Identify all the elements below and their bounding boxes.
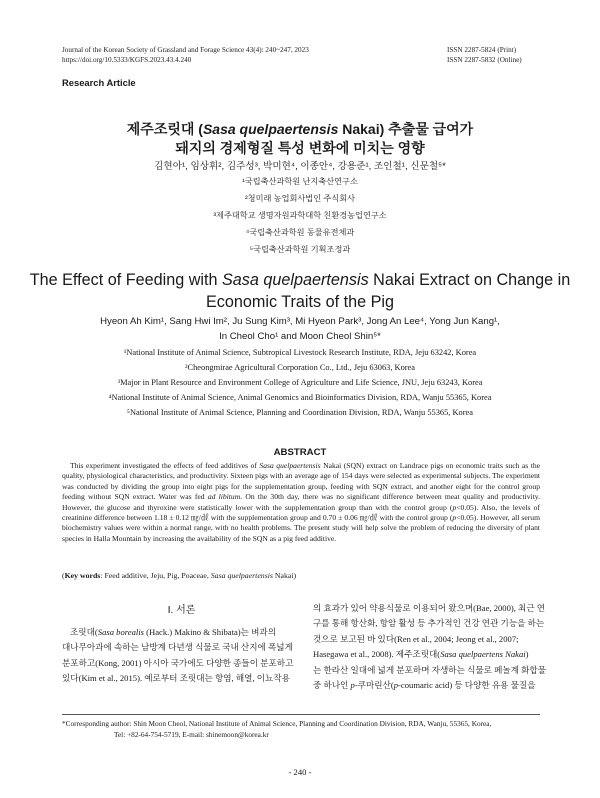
footnote-divider — [62, 714, 540, 715]
korean-affiliation: ¹국립축산과학원 난지축산연구소 — [242, 177, 358, 186]
page-number: - 240 - — [288, 767, 312, 777]
english-affiliation: ¹National Institute of Animal Science, Subtropical Livestock Research Institute, RDA, Jeju 63242, Korea — [123, 348, 477, 357]
korean-affiliation: ²청미래 농업회사법인 주식회사 — [244, 194, 356, 203]
korean-title-line1: 제주조릿대 (Sasa quelpaertensis Nakai) 추출물 급여가 — [126, 121, 474, 137]
korean-authors: 김현아¹, 임상휘², 김주성³, 박미현⁴, 이종안⁴, 강용준¹, 조인철¹, 신문철⁵* — [154, 161, 446, 172]
english-affiliation: ⁴National Institute of Animal Science, Animal Genomics and Bioinformatics Division, RDA, Wanju 55365, Korea — [108, 393, 492, 402]
abstract-heading: ABSTRACT — [273, 447, 327, 458]
abstract-text: This experiment investigated the effects of feed additives of Sasa quelpaertensis Nakai (SQN) extract on Landrace pigs on economic traits such as the quality, physiological characteristics, and productivity. Sixteen pigs with an average age of 154 days were selected as experimental subjects. The experiment was conducted by dividing the group into eight pigs for the supplementation group, feeding with SQN extract, and another eight for the control group feeding without SQN extract. Water was fed ad libitum. On the 30th day, there was no significant difference between meat quality and productivity. However, the glucose and thyroxine were statistically lower with the supplementation group than with the control group (p<0.05). Also, the levels of creatinine difference between 1.18 ± 0.12 ㎎/㎗ with the supplementation group and 0.70 ± 0.06 ㎎/㎗ with the control group (p<0.05). However, all serum biochemistry values were within a normal range, with no health problems. The present study will help solve the problem of reducing the diversity of plant species in Halla Mountain by increasing the availability of the SQN as a pig feed additive. — [62, 461, 540, 543]
section-heading-introduction: Ⅰ. 서론 — [167, 605, 196, 616]
intro-right-column: 의 효과가 있어 약용식물로 이용되어 왔으며(Bae, 2000), 최근 연 구를 통해 항산화, 항암 활성 등 추가적인 건강 연관 기능을 하는 것으로 보고된 바 있다(Ren et al., 2004; Jeong et al., 2007; Hasegawa et al., 2008). 제주조릿대(Sasa quelpaertens Nakai) 는 한라산 일대에 넓게 분포하며 자생하는 식물로 페놀계 화합물 중 하나인 p-쿠마린산(p-coumaric acid) 등 다양한 유용 물질을 — [313, 603, 547, 691]
doi-link[interactable]: https://doi.org/10.5333/KGFS.2023.43.4.240 — [62, 56, 192, 64]
korean-title-line2: 돼지의 경제형질 특성 변화에 미치는 영향 — [175, 140, 425, 156]
english-authors-line1: Hyeon Ah Kim¹, Sang Hwi Im², Ju Sung Kim³, Mi Hyeon Park³, Jong An Lee⁴, Yong Jun Kang¹, — [100, 316, 500, 327]
english-affiliation: ⁵National Institute of Animal Science, Planning and Coordination Division, RDA, Wanju 55365, Korea — [127, 408, 473, 417]
korean-affiliation: ⁴국립축산과학원 동물유전체과 — [245, 228, 355, 237]
keywords: (Key words: Feed additive, Jeju, Pig, Poaceae, Sasa quelpaertensis Nakai) — [62, 571, 297, 580]
english-title-line2: Economic Traits of the Pig — [205, 293, 395, 311]
issn-print: ISSN 2287-5824 (Print) — [447, 46, 517, 54]
article-type: Research Article — [62, 77, 136, 88]
english-affiliation: ³Major in Plant Resource and Environment College of Agriculture and Life Science, JNU, Jeju 63243, Korea — [117, 378, 483, 387]
issn-online: ISSN 2287-5832 (Online) — [447, 56, 522, 64]
journal-citation: Journal of the Korean Society of Grassland and Forage Science 43(4): 240~247, 2023 — [62, 46, 309, 54]
english-authors-line2: In Cheol Cho¹ and Moon Cheol Shin⁵* — [219, 331, 381, 342]
english-title-line1: The Effect of Feeding with Sasa quelpaertensis Nakai Extract on Change in — [29, 271, 571, 289]
korean-affiliation: ³제주대학교 생명자원과학대학 친환경농업연구소 — [213, 211, 387, 220]
corresponding-author-footnote: *Corresponding author: Shin Moon Cheol, National Institute of Animal Science, Planning and Coordination Division, RDA, Wanju, 55365, Korea, Tel: +82-64-754-5719, E-mail: shinemoon@korea.kr — [62, 719, 492, 739]
korean-affiliation: ⁵국립축산과학원 기획조정과 — [249, 245, 351, 254]
english-affiliation: ²Cheongmirae Agricultural Corporation Co., Ltd., Jeju 63063, Korea — [185, 363, 415, 372]
intro-left-column: 조릿대(Sasa borealis (Hack.) Makino & Shibata)는 벼과의 대나무아과에 속하는 남방계 다년생 식물로 국내 산지에 폭넓게 분포하고(Kong, 2001) 아시아 국가에도 다양한 종들이 분포하고 있다(Kim et al., 2015). 예로부터 조릿대는 항염, 해열, 이뇨작용 — [62, 627, 294, 684]
